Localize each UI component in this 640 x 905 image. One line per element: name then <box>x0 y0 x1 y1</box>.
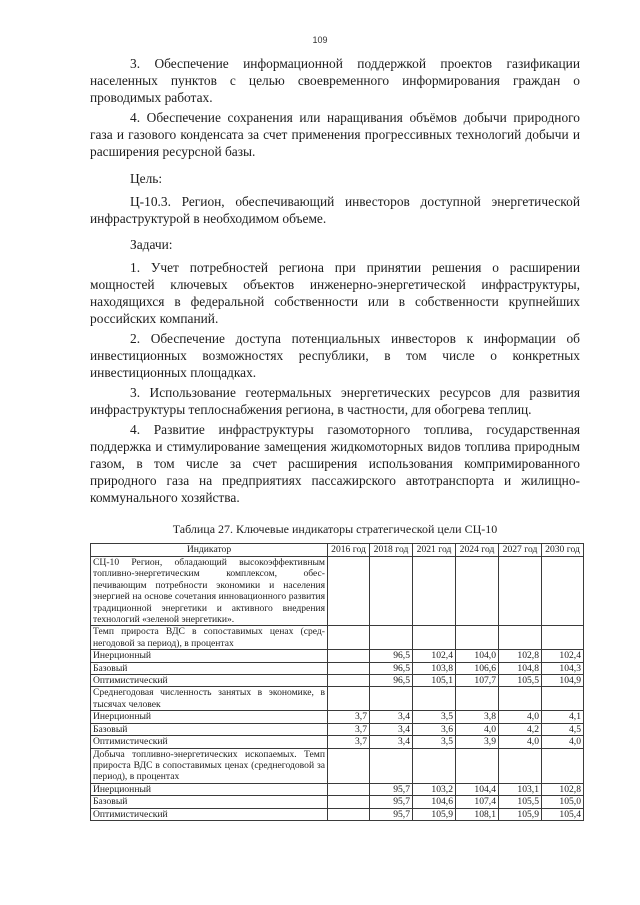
table-row <box>91 783 584 795</box>
indicator-value <box>499 748 542 783</box>
table-row <box>91 723 584 735</box>
indicator-value: 4,2 <box>499 723 542 735</box>
indicator-value: 103,8 <box>413 662 456 674</box>
indicator-value: 105,9 <box>413 808 456 820</box>
indicator-value: 3,5 <box>413 711 456 723</box>
indicator-value: 4,0 <box>456 723 499 735</box>
indicator-value <box>456 626 499 650</box>
indicator-value <box>413 626 456 650</box>
indicator-value: 105,1 <box>413 675 456 687</box>
indicator-label: Инерционный <box>91 783 328 795</box>
indicator-value: 108,1 <box>456 808 499 820</box>
indicator-value <box>328 687 370 711</box>
tasks-label: Задачи: <box>130 237 173 253</box>
header-2030: 2030 год <box>542 544 584 557</box>
indicator-label: Оптимистический <box>91 808 328 820</box>
table-caption: Таблица 27. Ключевые индикаторы стратегической цели СЦ-10 <box>172 522 498 536</box>
indicator-value <box>328 783 370 795</box>
indicator-value: 105,9 <box>499 808 542 820</box>
indicator-value <box>328 808 370 820</box>
indicator-value <box>456 748 499 783</box>
table-row <box>91 675 584 687</box>
indicator-label: Добыча топливно-энергетических ископаемых. Темп прироста ВДС в сопоставимых ценах (среднегодовой за период), в процентах <box>91 748 328 783</box>
indicator-value <box>328 650 370 662</box>
table-body <box>91 557 584 821</box>
indicator-value <box>499 557 542 626</box>
indicator-value: 96,5 <box>370 650 413 662</box>
indicator-value: 95,7 <box>370 796 413 808</box>
indicator-value <box>328 662 370 674</box>
indicator-value <box>328 557 370 626</box>
indicator-value: 3,7 <box>328 711 370 723</box>
indicator-value: 104,3 <box>542 662 584 674</box>
indicator-value: 105,5 <box>499 796 542 808</box>
indicator-value: 107,7 <box>456 675 499 687</box>
indicator-value: 3,4 <box>370 723 413 735</box>
table-row <box>91 736 584 748</box>
indicator-value <box>542 687 584 711</box>
indicator-label: Инерционный <box>91 711 328 723</box>
header-2024: 2024 год <box>456 544 499 557</box>
indicator-value: 104,9 <box>542 675 584 687</box>
indicator-value <box>370 557 413 626</box>
indicator-value <box>328 626 370 650</box>
table-row <box>91 711 584 723</box>
table-row <box>91 626 584 650</box>
header-indicator: Индикатор <box>91 544 328 557</box>
indicator-value: 3,8 <box>456 711 499 723</box>
table-row <box>91 557 584 626</box>
indicator-value: 102,4 <box>413 650 456 662</box>
task-1: 1. Учет потребностей региона при принятии решения о расширении мощностей ключевых объектов инженерно-энергетической инфраструктуры, находящихся в федеральной собственности или в собственности крупнейших российских компаний. <box>90 260 580 327</box>
indicator-value: 96,5 <box>370 675 413 687</box>
table-row <box>91 662 584 674</box>
table-row <box>91 748 584 783</box>
paragraph-gasification-info: 3. Обеспечение информационной поддержкой проектов газификации населенных пунктов с целью своевременного информирования граждан о проводимых работах. <box>90 56 580 105</box>
indicator-value <box>328 675 370 687</box>
indicator-value <box>499 626 542 650</box>
indicator-value: 104,4 <box>456 783 499 795</box>
indicator-value: 105,5 <box>499 675 542 687</box>
header-2016: 2016 год <box>328 544 370 557</box>
indicator-value: 104,6 <box>413 796 456 808</box>
indicator-value <box>456 557 499 626</box>
task-4: 4. Развитие инфраструктуры газомоторного топлива, государственная поддержка и стимулирование замещения жидкомоторных видов топлива природным газом, в том числе за счет расширения использования компримированного природного газа на предприятиях пассажирского автотранспорта и жилищно-коммунального хозяйства. <box>90 422 580 506</box>
indicator-value: 3,7 <box>328 736 370 748</box>
indicator-value <box>370 748 413 783</box>
indicator-value: 107,4 <box>456 796 499 808</box>
indicator-value: 102,8 <box>499 650 542 662</box>
header-2027: 2027 год <box>499 544 542 557</box>
indicator-value: 106,6 <box>456 662 499 674</box>
indicator-label: Базовый <box>91 662 328 674</box>
indicator-value: 105,4 <box>542 808 584 820</box>
indicator-value: 4,0 <box>499 711 542 723</box>
indicator-value <box>370 687 413 711</box>
table-header-row <box>91 544 584 557</box>
indicator-label: Инерционный <box>91 650 328 662</box>
indicator-value: 104,8 <box>499 662 542 674</box>
page-number: 109 <box>312 35 328 45</box>
header-2018: 2018 год <box>370 544 413 557</box>
indicator-value: 95,7 <box>370 808 413 820</box>
indicator-value: 3,5 <box>413 736 456 748</box>
indicator-value <box>499 687 542 711</box>
indicator-label: Оптимистический <box>91 675 328 687</box>
task-3: 3. Использование геотермальных энергетических ресурсов для развития инфраструктуры теплоснабжения региона, в частности, для обогрева теплиц. <box>90 385 580 418</box>
indicator-label: Темп прироста ВДС в сопоставимых ценах (среднегодовой за период), в процентах <box>91 626 328 650</box>
table-row <box>91 796 584 808</box>
indicator-value: 102,8 <box>542 783 584 795</box>
indicator-value: 3,7 <box>328 723 370 735</box>
indicator-value: 103,1 <box>499 783 542 795</box>
paragraph-gas-production: 4. Обеспечение сохранения или наращивания объёмов добычи природного газа и газового конденсата за счет применения прогрессивных технологий добычи и расширения ресурсной базы. <box>90 110 580 159</box>
indicator-label: Среднегодовая численность занятых в экономике, в тысячах человек <box>91 687 328 711</box>
indicator-value <box>456 687 499 711</box>
goal-text: Ц-10.3. Регион, обеспечивающий инвесторов доступной энергетической инфраструктурой в необходимом объеме. <box>90 193 580 226</box>
header-2021: 2021 год <box>413 544 456 557</box>
indicator-value: 4,1 <box>542 711 584 723</box>
indicator-value: 104,0 <box>456 650 499 662</box>
indicator-value: 95,7 <box>370 783 413 795</box>
indicator-value <box>542 557 584 626</box>
indicator-value: 3,9 <box>456 736 499 748</box>
indicator-value: 4,0 <box>542 736 584 748</box>
indicator-label: Базовый <box>91 723 328 735</box>
indicator-label: СЦ-10 Регион, обладающий высокоэффективным топливно-энергетическим комплексом, обеспечивающим потребности экономики и населения энергией на основе сочетания инновационного развития традиционной энергетики и активного внедрения технологий «зеленой энергетики». <box>91 557 328 626</box>
indicator-value <box>370 626 413 650</box>
indicator-value: 96,5 <box>370 662 413 674</box>
indicator-value <box>413 557 456 626</box>
indicator-value <box>413 748 456 783</box>
indicator-value: 4,5 <box>542 723 584 735</box>
indicator-value: 103,2 <box>413 783 456 795</box>
table-row <box>91 808 584 820</box>
body-text <box>90 56 580 510</box>
indicators-table <box>90 543 584 821</box>
indicator-label: Базовый <box>91 796 328 808</box>
indicator-value: 3,4 <box>370 736 413 748</box>
indicator-value <box>328 796 370 808</box>
indicator-label: Оптимистический <box>91 736 328 748</box>
indicator-value <box>542 748 584 783</box>
indicator-value <box>328 748 370 783</box>
table-row <box>91 650 584 662</box>
goal-label: Цель: <box>130 170 163 186</box>
indicator-value: 4,0 <box>499 736 542 748</box>
indicator-value <box>413 687 456 711</box>
indicator-value: 102,4 <box>542 650 584 662</box>
task-2: 2. Обеспечение доступа потенциальных инвесторов к информации об инвестиционных возможностях республики, в том числе о конкретных инвестиционных площадках. <box>90 331 580 381</box>
indicator-value: 3,6 <box>413 723 456 735</box>
indicator-value: 105,0 <box>542 796 584 808</box>
indicator-value <box>542 626 584 650</box>
table-row <box>91 687 584 711</box>
indicator-value: 3,4 <box>370 711 413 723</box>
